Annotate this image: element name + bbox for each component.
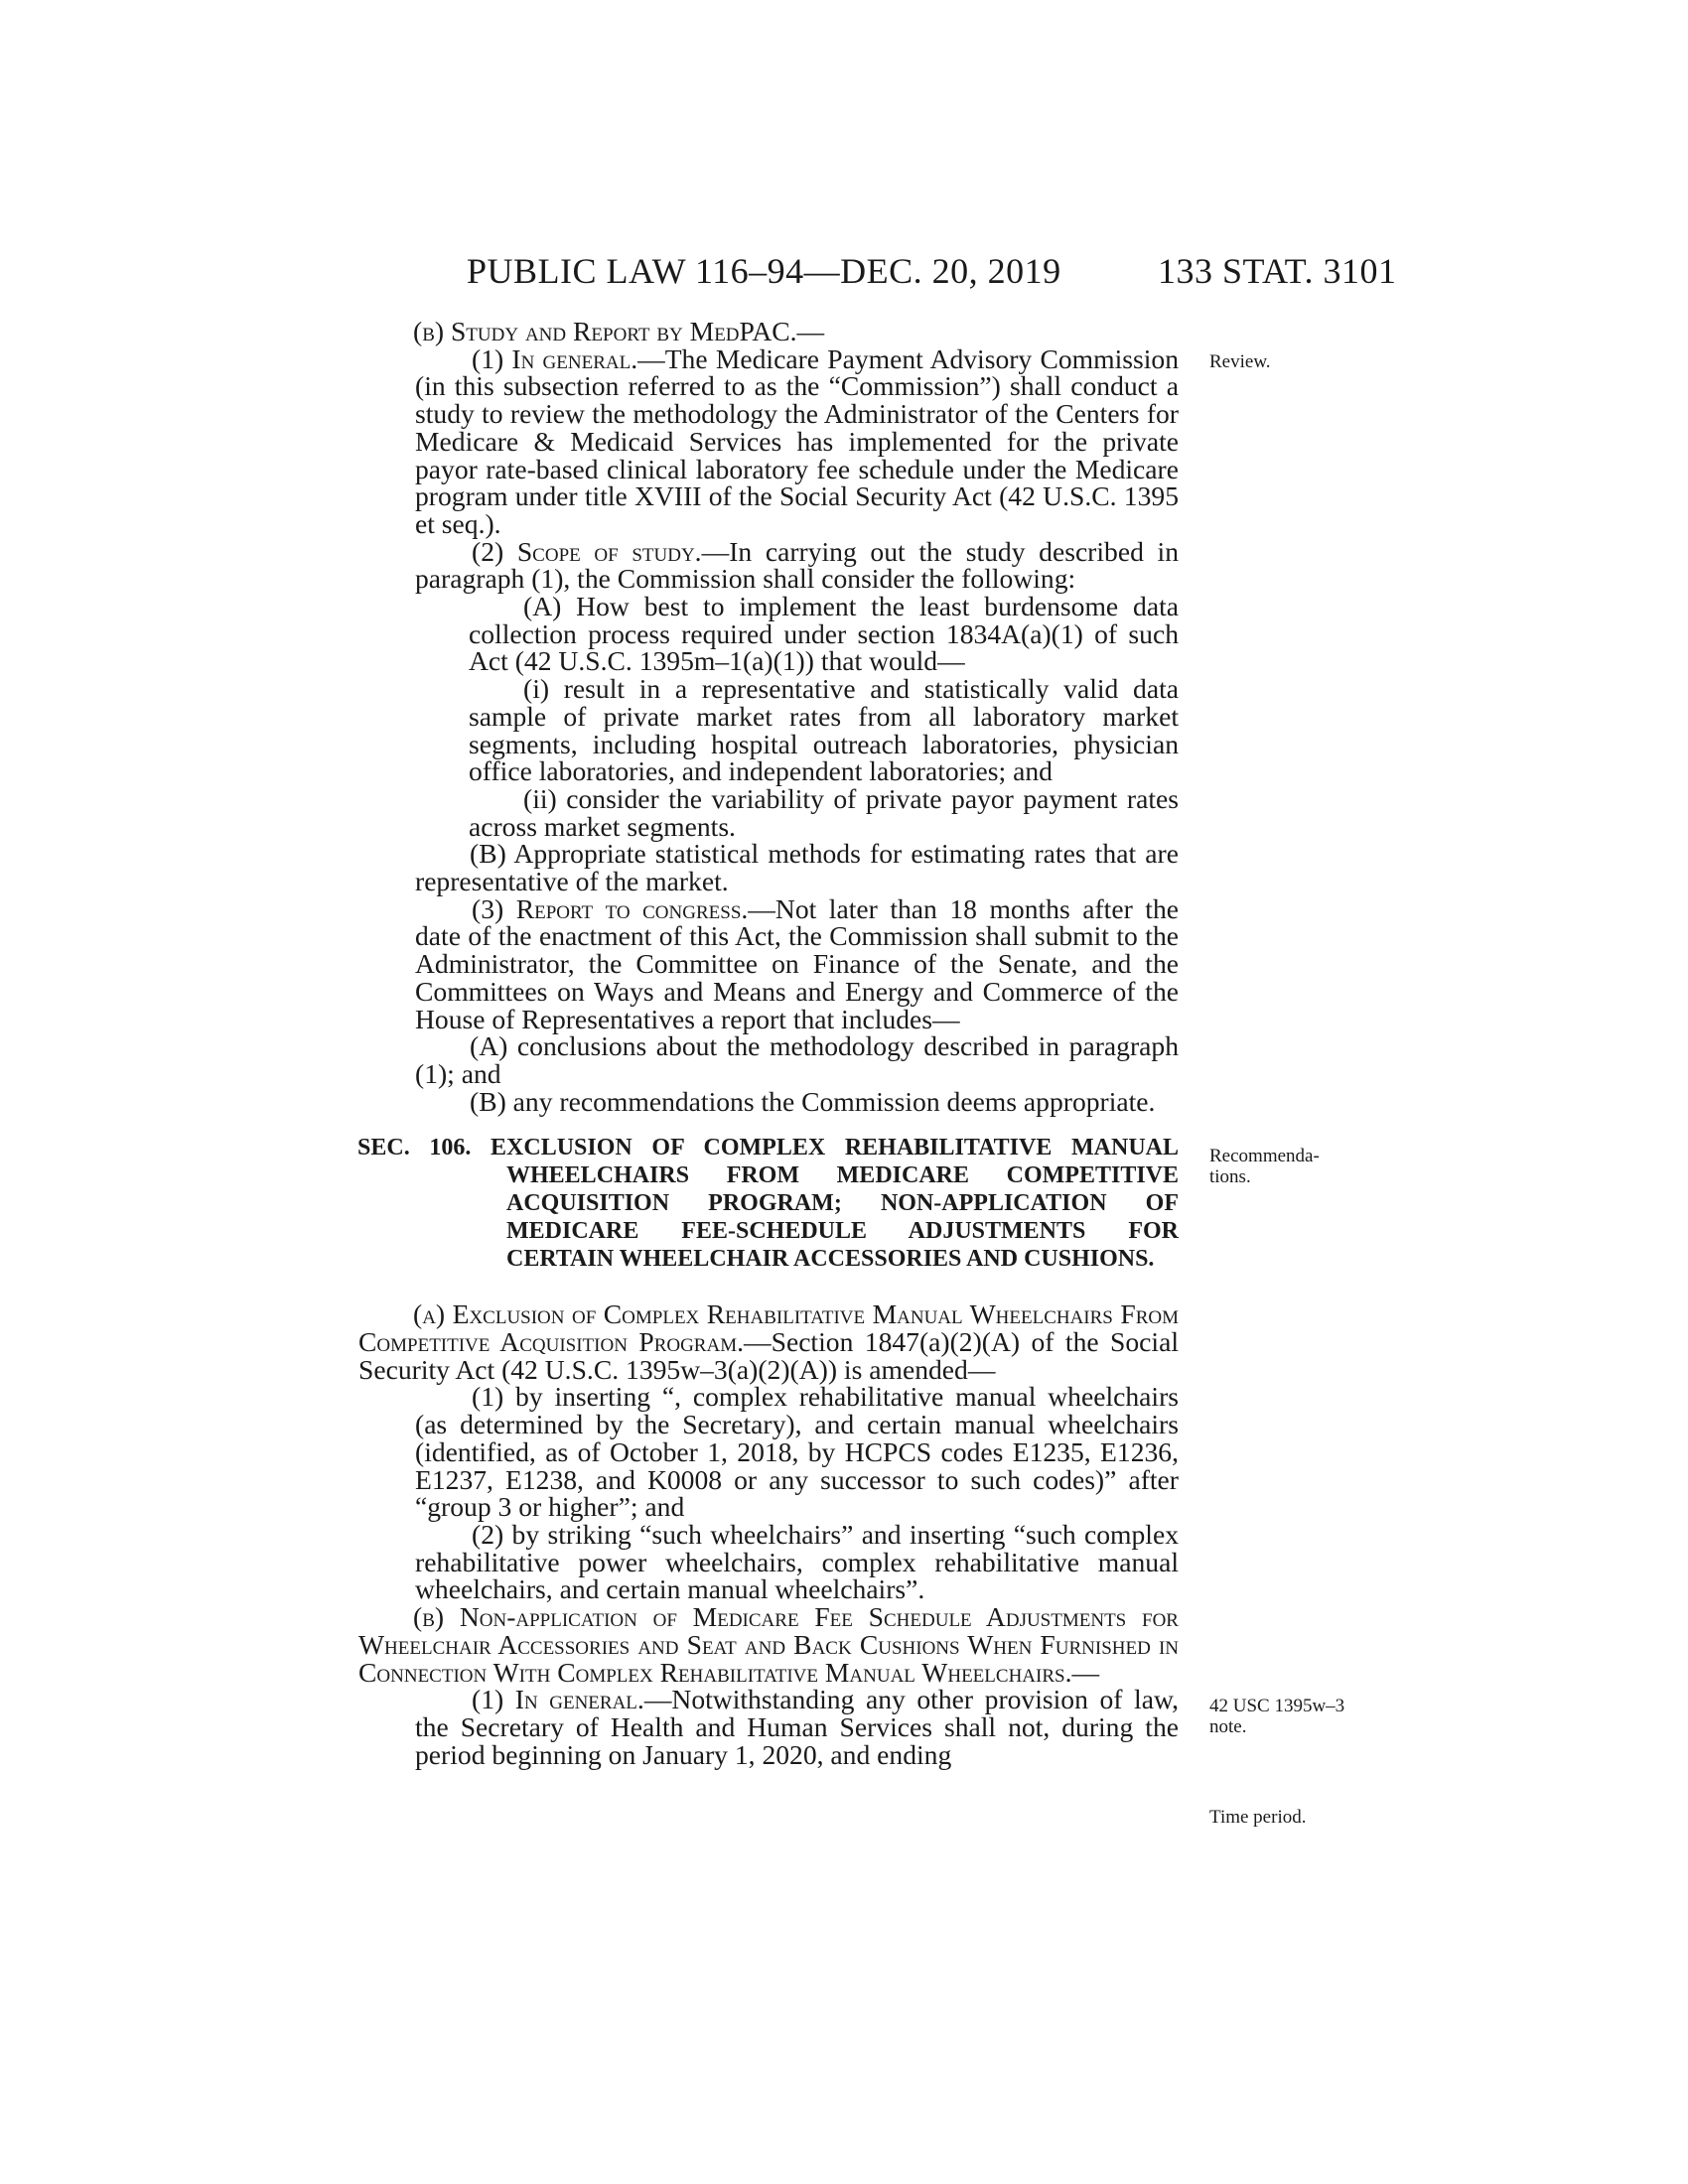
subsection-text: —Section 1847(a)(2)(A) of the Social Security Act (42 U.S.C. 1395w–3(a)(2)(A)) is amended— [358, 1326, 1179, 1385]
paragraph-a2: (2) by striking “such wheelchairs” and inserting “such complex rehabilitative power wheelchairs, complex rehabilitative manual wheelchairs, and certain manual wheelchairs”. [415, 1519, 1179, 1605]
section-106-heading [358, 1135, 1179, 1273]
document-body [358, 318, 1179, 1768]
section-title: EXCLUSION OF COMPLEX REHABILITATIVE MANUAL WHEELCHAIRS FROM MEDICARE COMPETITIVE ACQUISITION PROGRAM; NON-APPLICATION OF MEDICARE FEE-SCHEDULE ADJUSTMENTS FOR CERTAIN WHEELCHAIR ACCESSORIES AND CUSHIONS. [491, 1135, 1179, 1272]
margin-note-line: Recommenda- [1209, 1146, 1320, 1166]
paragraph-b2-1 [358, 1686, 1179, 1768]
paragraph-a1: (1) by inserting “, complex rehabilitative manual wheelchairs (as determined by the Secretary), and certain manual wheelchairs (identified, as of October 1, 2018, by HCPCS codes E1235, E1236, E1237, E1238, and K0008 or any successor to such codes)” after “group 3 or higher”; and [415, 1381, 1179, 1523]
subparagraph-2B: (B) Appropriate statistical methods for estimating rates that are representative of the market. [415, 838, 1179, 897]
clause-2Ai: (i) result in a representative and statistically valid data sample of private market rates from all laboratory market segments, including hospital outreach laboratories, physician office laboratories, and independent laboratories; and [469, 673, 1179, 787]
subparagraph-2A: (A) How best to implement the least burdensome data collection process required under section 1834A(a)(1) of such Act (42 U.S.C. 1395m–1(a)(1)) that would— [469, 591, 1179, 677]
subsection-a [358, 1300, 1179, 1383]
page-header-law: PUBLIC LAW 116–94—DEC. 20, 2019 [467, 251, 1061, 291]
subsection-label: (a) Exclusion of Complex Rehabilitative Manual Wheelchairs From Competitive Acquisition Program. [358, 1298, 1179, 1358]
margin-note-usc [1209, 1696, 1358, 1737]
subsection-b2-heading: (b) Non-application of Medicare Fee Schedule Adjustments for Wheelchair Accessories and Seat and Back Cushions When Furnished in Connection With Complex Rehabilitative Manual Wheelchairs.— [358, 1601, 1179, 1688]
page-header-stat: 133 STAT. 3101 [1158, 251, 1397, 291]
margin-note-line: tions. [1209, 1166, 1251, 1187]
paragraph-label: (1) In general. [472, 342, 638, 374]
margin-note-review: Review. [1209, 351, 1271, 372]
paragraph-2 [358, 535, 1180, 595]
margin-note-line: note. [1209, 1716, 1247, 1737]
subsection-b-heading: (b) Study and Report by MedPAC.— [413, 316, 825, 346]
subparagraph-3A: (A) conclusions about the methodology described in paragraph (1); and [415, 1030, 1179, 1089]
section-number: SEC. 106. [357, 1135, 472, 1161]
paragraph-text: —The Medicare Payment Advisory Commission (in this subsection referred to as the “Commission”) shall conduct a study to review the methodology the Administrator of the Centers for Medicare & Medicaid Services has implemented for the private payor rate-based clinical laboratory fee schedule under the Medicare program under title XVIII of the Social Security Act (42 U.S.C. 1395 et seq.). [415, 342, 1179, 539]
margin-note-time-period: Time period. [1209, 1807, 1307, 1828]
paragraph-label: (1) In general. [472, 1684, 644, 1715]
margin-note-line: 42 USC 1395w–3 [1209, 1696, 1345, 1716]
clause-2Aii: (ii) consider the variability of private payor payment rates across market segments. [469, 782, 1179, 842]
paragraph-text: —In carrying out the study described in paragraph (1), the Commission shall consider the following: [415, 535, 1180, 595]
paragraph-text: —Notwithstanding any other provision of law, the Secretary of Health and Human Services shall not, during the period beginning on January 1, 2020, and ending [415, 1684, 1179, 1770]
paragraph-1 [358, 342, 1179, 539]
subparagraph-3B: (B) any recommendations the Commission deems appropriate. [470, 1085, 1156, 1117]
margin-note-recommendations [1209, 1146, 1358, 1187]
paragraph-3 [358, 892, 1179, 1034]
paragraph-label: (2) Scope of study. [472, 535, 702, 567]
paragraph-text: —Not later than 18 months after the date of the enactment of this Act, the Commission shall submit to the Administrator, the Committee on Finance of the Senate, and the Committees on Ways and Means and Energy and Commerce of the House of Representatives a report that includes— [415, 892, 1179, 1034]
paragraph-label: (3) Report to congress. [472, 892, 749, 924]
